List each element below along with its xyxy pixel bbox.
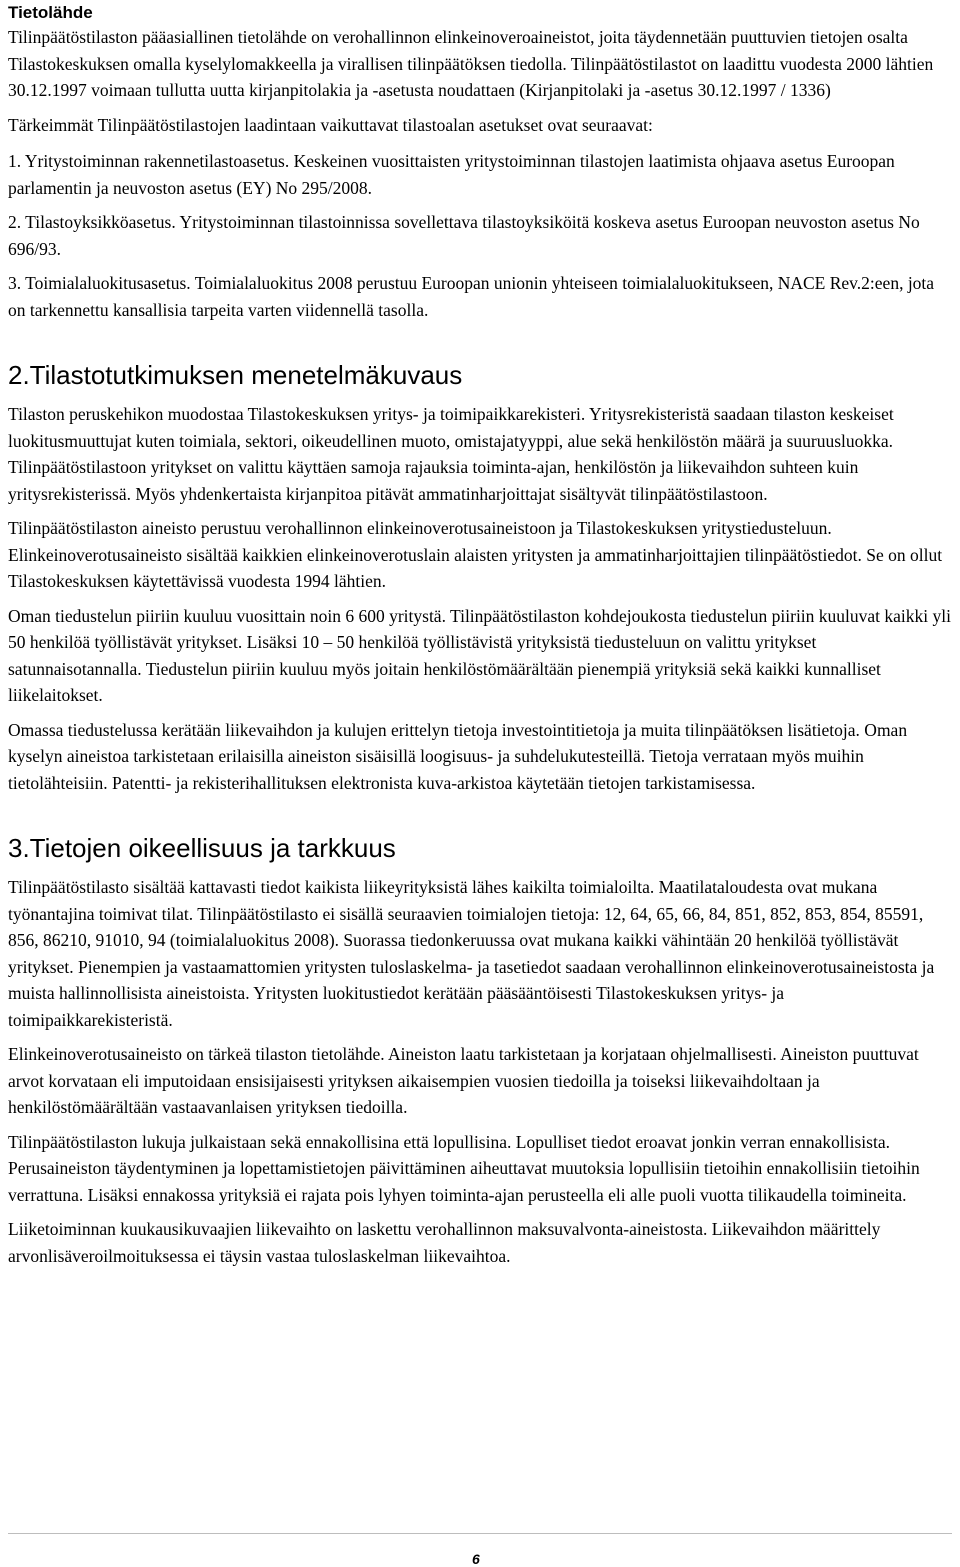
regulation-title: 2. Tilastoyksikköasetus. [8, 212, 176, 232]
section-paragraph: Tilinpäätöstilaston aineisto perustuu verohallinnon elinkeinoverotusaineistoon ja Tilastokeskuksen yritystiedusteluun. Elinkeinoverotusaineisto sisältää kaikkien elinkeinoverotuslain alaisten yritysten ja ammatinharjoittajien tilinpäätöstiedot. Se on ollut Tilastokeskuksen käytettävissä vuodesta 1994 lähtien. [8, 518, 943, 591]
regulation-title: 1. Yritystoiminnan rakennetilastoasetus. [8, 151, 290, 171]
document-page [0, 2, 960, 1567]
section-paragraph: Tilinpäätöstilasto sisältää kattavasti tiedot kaikista liikeyrityksistä lähes kaikilta toimialoilta. Maatilataloudesta ovat mukana työnantajina toimivat tilat. Tilinpäätöstilasto ei sisällä seuraavien toimialojen tietoja: 12, 64, 65, 66, 84, 851, 852, 853, 854, 85591, 856, 86210, 91010, 94 (toimialaluokitus 2008). Suorassa tiedonkeruussa ovat mukana kaikki vähintään 20 henkilöä työllistävät yritykset. Pienempien ja vastaamattomien yritysten tuloslaskelma- ja tasetiedot saadaan verohallinnon elinkeinoverotusaineistosta ja muista hallinnollisista aineistoista. Yritysten luokitustiedot kerätään pääsääntöisesti Tilastokeskuksen yritys- ja toimipaikkarekisteristä. [8, 877, 935, 1030]
section-paragraph: Elinkeinoverotusaineisto on tärkeä tilaston tietolähde. Aineiston laatu tarkistetaan ja korjataan ohjelmallisesti. Aineiston puuttuvat arvot korvataan eli imputoidaan ensisijaisesti yrityksen aikaisempien vuosien tiedoilla ja toiseksi liikevaihdoltaan ja henkilöstömäärältään vastaavanlaisen yrityksen tiedoilla. [8, 1044, 919, 1117]
source-heading: Tietolähde [8, 3, 93, 22]
source-paragraph: Tilinpäätöstilaston pääasiallinen tietolähde on verohallinnon elinkeinoveroaineistot, joita täydennetään puuttuvien tietojen osalta Tilastokeskuksen omalla kyselylomakkeella ja virallisen tilinpäätöksen tiedolla. Tilinpäätöstilastot on laadittu vuodesta 2000 lähtien 30.12.1997 voimaan tullutta uutta kirjanpitolakia ja -asetusta noudattaen (Kirjanpitolaki ja -asetus 30.12.1997 / 1336) [8, 27, 934, 100]
section-paragraph: Tilinpäätöstilaston lukuja julkaistaan sekä ennakollisina että lopullisina. Lopulliset tiedot eroavat jonkin verran ennakollisista. Perusaineiston täydentyminen ja lopettamistietojen päivittäminen aiheuttavat muutoksia lopullisiin tietoihin ennakollisiin tietoihin verrattuna. Lisäksi ennakossa yrityksiä ei rajata pois lyhyen toiminta-ajan perusteella eli alle puoli vuotta tilikaudella toimineita. [8, 1131, 920, 1205]
section-heading-accuracy: 3.Tietojen oikeellisuus ja tarkkuus [8, 833, 396, 863]
regulation-item [8, 148, 952, 201]
regulation-item [8, 209, 952, 262]
regulations-intro: Tärkeimmät Tilinpäätöstilastojen laadintaan vaikuttavat tilastoalan asetukset ovat seuraavat: [8, 114, 653, 135]
regulation-text: Keskeinen vuosittaisten yritystoiminnan tilastojen laatimista ohjaava asetus Euroopan parlamentin ja neuvoston asetus (EY) No 295/2008. [8, 151, 895, 198]
section-paragraph: Omassa tiedustelussa kerätään liikevaihdon ja kulujen erittelyn tietoja investointitietoja ja muita tilinpäätöksen lisätietoja. Oman kyselyn aineistoa tarkistetaan erilaisilla aineiston sisäisillä loogisuus- ja suhdelukutesteillä. Tietoja verrataan myös muihin tietolähteisiin. Patentti- ja rekisterihallituksen elektronista kuva-arkistoa käytetään tietojen tarkistamisessa. [8, 719, 908, 793]
regulation-item [8, 270, 952, 323]
section-paragraph: Liiketoiminnan kuukausikuvaajien liikevaihto on laskettu verohallinnon maksuvalvonta-aineistosta. Liikevaihdon määrittely arvonlisäveroilmoituksessa ei täysin vastaa tuloslaskelman liikevaihtoa. [8, 1219, 881, 1266]
regulation-text: Toimialaluokitus 2008 perustuu Euroopan unionin yhteiseen toimialaluokitukseen, NACE Rev.2:een, jota on tarkennettu kansallisia tarpeita varten viidennellä tasolla. [8, 273, 935, 320]
section-heading-methods: 2.Tilastotutkimuksen menetelmäkuvaus [8, 360, 463, 390]
section-paragraph: Tilaston peruskehikon muodostaa Tilastokeskuksen yritys- ja toimipaikkarekisteri. Yritysrekisteristä saadaan tilaston keskeiset luokitusmuuttujat kuten toimiala, sektori, oikeudellinen muoto, omistajatyyppi, alue sekä henkilöstön määrä ja suuruusluokka. Tilinpäätöstilastoon yritykset on valittu käyttäen samoja rajauksia toiminta-ajan, henkilöstön ja liikevaihdon suhteen kuin yritysrekisterissä. Myös yhdenkertaista kirjanpitoa pitävät ammatinharjoittajat sisältyvät tilinpäätöstilastoon. [8, 404, 894, 504]
regulation-title: 3. Toimialaluokitusasetus. [8, 273, 191, 293]
page-number: 6 [472, 1551, 480, 1567]
footer-divider [8, 1533, 952, 1534]
regulation-text: Yritystoiminnan tilastoinnissa sovellettava tilastoyksiköitä koskeva asetus Euroopan neuvoston asetus No 696/93. [8, 212, 920, 259]
section-paragraph: Oman tiedustelun piiriin kuuluu vuosittain noin 6 600 yritystä. Tilinpäätöstilaston kohdejoukosta tiedustelun piiriin kuuluvat kaikki yli 50 henkilöä työllistävät yritykset. Lisäksi 10 – 50 henkilöä työllistävistä yrityksistä tiedusteluun on valittu yritykset satunnaisotannalla. Tiedustelun piiriin kuuluu myös joitain henkilöstömäärältään pienempiä yrityksiä sekä kaikki kunnalliset liikelaitokset. [8, 605, 952, 705]
